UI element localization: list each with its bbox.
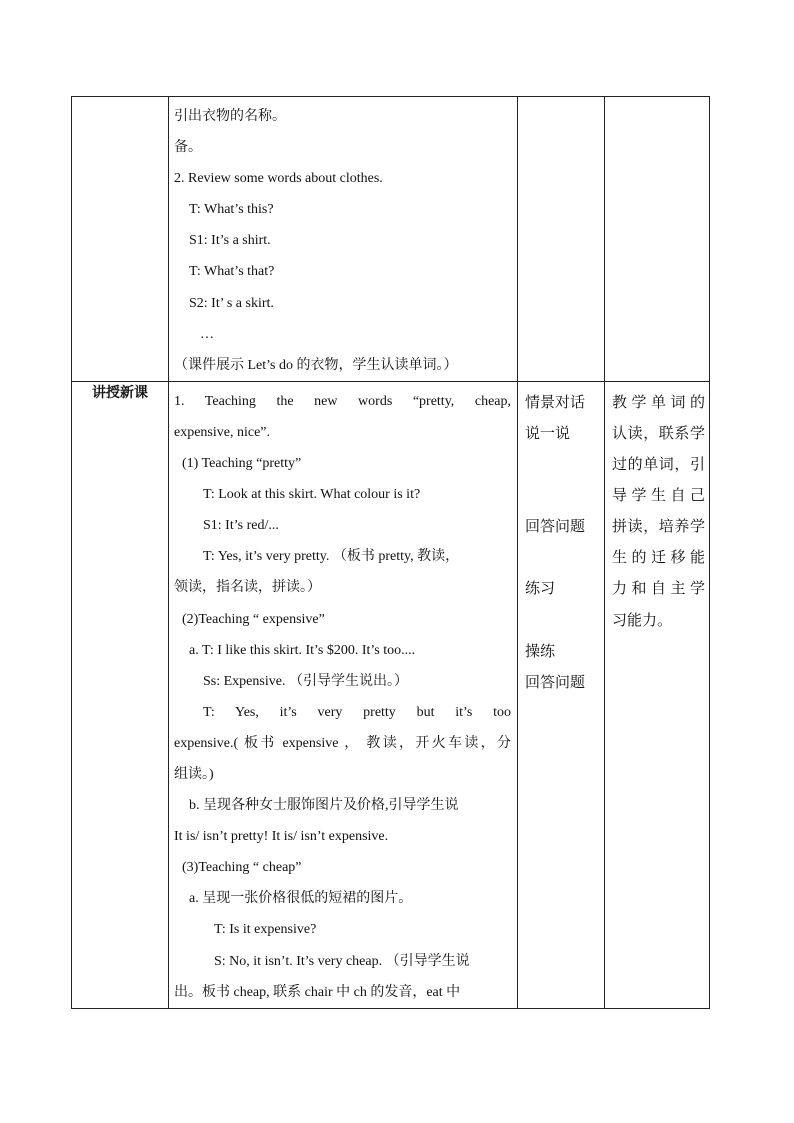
content-line: expensive.( 板书 expensive ， 教读，开火车读，分 [174, 735, 511, 751]
objective-line: 过的单词，引 [612, 457, 705, 474]
content-line: … [200, 326, 214, 342]
content-line: S1: It’s red/... [203, 518, 279, 534]
lesson-plan-table [71, 96, 710, 1009]
content-line: Ss: Expensive. （引导学生说出。） [203, 673, 408, 689]
content-line: 领读，指名读，拼读。） [174, 580, 321, 596]
objective-line: 习能力。 [612, 612, 673, 629]
content-line: b. 呈现各种女士服饰图片及价格,引导学生说 [189, 798, 459, 814]
content-line: （课件展示 Let’s do 的衣物，学生认读单词。） [174, 357, 458, 373]
table-row [72, 97, 710, 382]
stage-label-cell [72, 97, 169, 382]
content-line: 出。板书 cheap, 联系 chair 中 ch 的发音，eat 中 [174, 984, 461, 1000]
content-line: (2)Teaching “ expensive” [182, 611, 325, 627]
activity-line [525, 606, 599, 637]
objective-cell [605, 97, 710, 382]
activity-line: 回答问题 [525, 674, 586, 691]
content-line: T: Yes, it’s very pretty but it’s too [203, 704, 511, 720]
content-line: T: What’s this? [189, 202, 274, 218]
objective-line: 教学单词的 [612, 394, 705, 411]
content-cell [169, 97, 518, 382]
objective-line: 拼读，培养学 [612, 519, 705, 536]
activity-line [525, 543, 599, 574]
stage-label: 讲授新课 [72, 381, 169, 1008]
objective-cell [605, 381, 710, 1008]
content-line: 1. Teaching the new words “pretty, cheap, [174, 393, 511, 409]
content-line: S: No, it isn’t. It’s very cheap. （引导学生说 [214, 953, 470, 969]
content-line: a. 呈现一张价格很低的短裙的图片。 [189, 891, 413, 907]
content-line: T: Look at this skirt. What colour is it? [203, 487, 421, 503]
objective-line: 导学生自己 [612, 488, 705, 505]
content-line: S2: It’ s a skirt. [189, 295, 274, 311]
content-line: expensive, nice”. [174, 424, 271, 440]
content-line: 备。 [174, 140, 202, 156]
activity-cell [518, 381, 605, 1008]
content-line: S1: It’s a shirt. [189, 233, 271, 249]
content-line: 2. Review some words about clothes. [174, 171, 383, 187]
content-line: a. T: I like this skirt. It’s $200. It’s too.... [189, 642, 416, 658]
content-line: T: What’s that? [189, 264, 275, 280]
content-line: It is/ isn’t pretty! It is/ isn’t expensive. [174, 829, 389, 845]
objective-line: 认读，联系学 [612, 425, 705, 442]
content-line: T: Yes, it’s very pretty. （板书 pretty, 教读， [203, 549, 460, 565]
content-line: 引出衣物的名称。 [174, 109, 286, 124]
table-row [72, 381, 710, 1008]
activity-line: 练习 [525, 581, 556, 598]
objective-line: 力和自主学 [612, 581, 705, 598]
activity-line: 回答问题 [525, 519, 586, 536]
content-line: T: Is it expensive? [214, 922, 317, 938]
content-cell [169, 381, 518, 1008]
activity-cell [518, 97, 605, 382]
content-line: 组读。) [174, 766, 214, 782]
activity-line: 说一说 [525, 425, 571, 442]
objective-line: 生的迁移能 [612, 550, 705, 567]
activity-line [525, 450, 599, 481]
activity-line: 情景对话 [525, 394, 586, 411]
content-line: (1) Teaching “pretty” [182, 456, 302, 472]
content-line: (3)Teaching “ cheap” [182, 860, 302, 876]
activity-line [525, 481, 599, 512]
activity-line: 操练 [525, 643, 556, 660]
